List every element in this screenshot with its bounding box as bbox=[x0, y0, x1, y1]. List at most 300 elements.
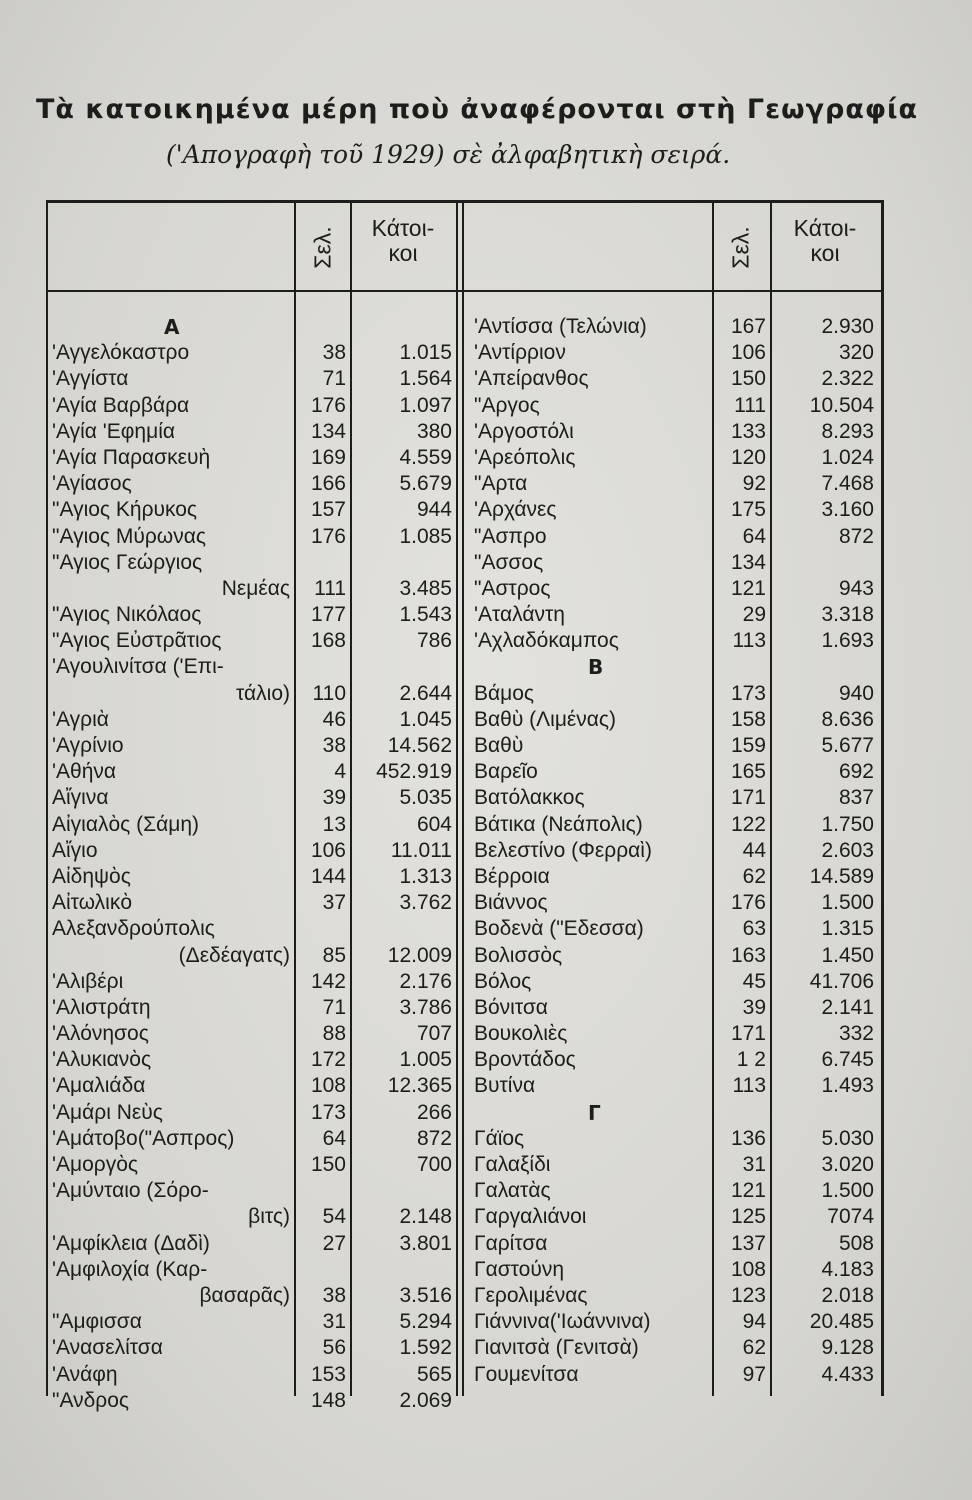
table-row bbox=[52, 890, 458, 916]
table-row bbox=[52, 340, 458, 366]
place-name: Βολισσὸς bbox=[474, 943, 563, 967]
left-inhabitants-header: Κάτοι- κοι bbox=[371, 215, 435, 266]
page-number: 108 bbox=[310, 1074, 346, 1098]
table-row bbox=[474, 838, 880, 864]
page-number: 136 bbox=[730, 1126, 766, 1150]
place-name: Βάμος bbox=[474, 681, 535, 705]
table-row bbox=[52, 1204, 458, 1230]
page-number: 39 bbox=[322, 786, 346, 810]
place-name: Βυτίνα bbox=[474, 1074, 536, 1098]
right-inhabitants-header: Κάτοι- κοι bbox=[793, 215, 857, 266]
table-row bbox=[52, 785, 458, 811]
inhabitants-count: 10.504 bbox=[809, 393, 874, 417]
place-name: 'Αγία 'Εφημία bbox=[52, 419, 175, 443]
page-number: 121 bbox=[730, 1179, 766, 1203]
place-name: (Δεδέαγατς) bbox=[178, 943, 290, 967]
table-row bbox=[474, 1021, 880, 1047]
inhabitants-count: 2.644 bbox=[399, 681, 452, 705]
page-number: 113 bbox=[732, 629, 766, 653]
inhabitants-count: 14.562 bbox=[387, 734, 452, 757]
table-row bbox=[52, 524, 458, 550]
section-letter bbox=[474, 1100, 880, 1126]
page-number: 171 bbox=[730, 786, 766, 810]
page-number: 88 bbox=[322, 1022, 346, 1046]
page-number: 169 bbox=[310, 445, 346, 469]
place-name: 'Αγία Παρασκευὴ bbox=[52, 445, 211, 469]
table-row bbox=[52, 812, 458, 838]
inhabitants-count: 4.433 bbox=[821, 1362, 874, 1386]
table-row bbox=[474, 419, 880, 445]
inhabitants-count: 3.020 bbox=[821, 1153, 874, 1176]
page-number: 176 bbox=[310, 524, 346, 548]
page-number: 71 bbox=[322, 995, 346, 1019]
inhabitants-count: 20.485 bbox=[809, 1310, 874, 1334]
table-row bbox=[474, 1257, 880, 1283]
table-row bbox=[474, 759, 880, 785]
inhabitants-count: 7.468 bbox=[821, 472, 874, 496]
place-name: Βοδενὰ ("Εδεσσα) bbox=[474, 917, 644, 941]
place-name: 'Αγίασος bbox=[52, 472, 132, 496]
page-number: 38 bbox=[322, 1283, 346, 1307]
page-number: 172 bbox=[310, 1048, 346, 1072]
page-number: 173 bbox=[730, 681, 766, 705]
inhabitants-count: 320 bbox=[838, 341, 874, 365]
place-name: 'Αλόνησος bbox=[52, 1022, 149, 1046]
inhabitants-count: 5.030 bbox=[821, 1126, 874, 1150]
inhabitants-count: 786 bbox=[416, 629, 452, 653]
section-letter bbox=[52, 314, 458, 340]
inhabitants-count: 2.069 bbox=[399, 1388, 452, 1412]
table-row bbox=[52, 1362, 458, 1388]
page-number: 133 bbox=[730, 419, 766, 443]
table-row bbox=[52, 393, 458, 419]
table-row bbox=[52, 654, 458, 680]
place-name: 'Αγγίστα bbox=[52, 367, 129, 391]
table-row bbox=[52, 995, 458, 1021]
place-name: Βόνιτσα bbox=[474, 995, 548, 1019]
place-name: 'Ανάφη bbox=[52, 1362, 118, 1386]
inhabitants-count: 1.450 bbox=[821, 943, 874, 967]
inhabitants-count: 837 bbox=[838, 786, 874, 810]
page-number: 177 bbox=[310, 603, 346, 627]
place-name: Γάϊος bbox=[474, 1126, 525, 1150]
page-number: 106 bbox=[730, 341, 766, 365]
page-number: 158 bbox=[730, 707, 766, 731]
left-column bbox=[52, 314, 458, 1414]
page-number: 62 bbox=[742, 864, 766, 888]
table-row bbox=[52, 419, 458, 445]
page-number: 94 bbox=[742, 1310, 766, 1334]
place-name: 'Αμάρι Νεὺς bbox=[52, 1100, 163, 1124]
place-name: 'Αγία Βαρβάρα bbox=[52, 393, 190, 417]
place-name: "Αστρος bbox=[474, 576, 551, 600]
page-number: 121 bbox=[730, 576, 766, 600]
table-row bbox=[52, 838, 458, 864]
place-name: Γερολιμένας bbox=[474, 1283, 588, 1307]
table-row bbox=[474, 1309, 880, 1335]
place-name: 'Απείρανθος bbox=[474, 367, 589, 391]
middle-divider-b bbox=[462, 200, 464, 1396]
table-row bbox=[474, 812, 880, 838]
page-number: 163 bbox=[730, 943, 766, 967]
page-number: 175 bbox=[730, 498, 766, 522]
inhabitants-count: 332 bbox=[838, 1022, 874, 1046]
place-name: "Αρτα bbox=[474, 472, 528, 496]
right-column bbox=[474, 314, 880, 1388]
page-number: 38 bbox=[322, 734, 346, 757]
table-row bbox=[474, 497, 880, 523]
inhabitants-count: 452.919 bbox=[376, 760, 452, 784]
place-name: Γαρίτσα bbox=[474, 1231, 548, 1255]
page-number: 44 bbox=[742, 838, 766, 862]
section-letter-label: Γ bbox=[588, 1100, 601, 1125]
table-row bbox=[474, 1152, 880, 1178]
page-number: 153 bbox=[310, 1362, 346, 1386]
inhabitants-count: 604 bbox=[416, 812, 452, 836]
table-row bbox=[52, 759, 458, 785]
inhabitants-count: 3.786 bbox=[399, 995, 452, 1019]
inhabitants-count: 1.592 bbox=[399, 1336, 452, 1360]
inhabitants-count: 5.294 bbox=[399, 1310, 452, 1334]
place-name: 'Αμοργὸς bbox=[52, 1153, 139, 1176]
table-row bbox=[474, 314, 880, 340]
page-number: 1 2 bbox=[736, 1048, 766, 1072]
table-row bbox=[474, 1231, 880, 1257]
page-number: 62 bbox=[742, 1336, 766, 1360]
place-name: Αἴγιο bbox=[52, 838, 98, 862]
place-name: "Αμφισσα bbox=[52, 1310, 142, 1334]
page-number: 120 bbox=[730, 445, 766, 469]
inhabitants-count: 12.009 bbox=[387, 943, 452, 967]
page-number: 64 bbox=[322, 1126, 346, 1150]
place-name: "Ασπρο bbox=[474, 524, 547, 548]
page-number: 148 bbox=[310, 1388, 346, 1412]
right-page-header: Σελ. bbox=[727, 226, 754, 269]
table-row bbox=[52, 1178, 458, 1204]
page-number: 4 bbox=[334, 760, 346, 784]
page-number: 165 bbox=[730, 760, 766, 784]
inhabitants-count: 1.315 bbox=[821, 917, 874, 941]
place-name: τάλιο) bbox=[236, 681, 290, 705]
header-rule bbox=[46, 290, 884, 292]
place-name: Αἴγινα bbox=[52, 786, 109, 810]
table-row bbox=[52, 1126, 458, 1152]
page-number: 108 bbox=[730, 1257, 766, 1281]
table-row bbox=[52, 497, 458, 523]
page-number: 123 bbox=[730, 1283, 766, 1307]
table-row bbox=[52, 1073, 458, 1099]
table-row bbox=[52, 681, 458, 707]
page-title: Τὰ κατοικημένα μέρη ποὺ ἀναφέρονται στὴ Γεωγραφία bbox=[36, 94, 919, 125]
inhabitants-count: 2.176 bbox=[399, 969, 452, 993]
inhabitants-count: 6.745 bbox=[821, 1048, 874, 1072]
table-row bbox=[474, 366, 880, 392]
page-number: 134 bbox=[730, 550, 766, 574]
place-name: 'Αλιβέρι bbox=[52, 969, 124, 993]
table-row bbox=[52, 445, 458, 471]
table-row bbox=[474, 1283, 880, 1309]
page-number: 37 bbox=[322, 891, 346, 915]
page-number: 106 bbox=[310, 838, 346, 862]
inhabitants-count: 1.005 bbox=[399, 1048, 452, 1072]
inhabitants-count: 5.035 bbox=[399, 786, 452, 810]
page-number: 159 bbox=[730, 734, 766, 757]
inhabitants-count: 1.750 bbox=[821, 812, 874, 836]
page-number: 85 bbox=[322, 943, 346, 967]
place-name: 'Αμφιλοχία (Καρ- bbox=[52, 1257, 208, 1281]
inhabitants-count: 3.516 bbox=[399, 1283, 452, 1307]
place-name: 'Αργοστόλι bbox=[474, 419, 574, 443]
place-name: Αἰδηψὸς bbox=[52, 864, 131, 888]
place-name: "Αγιος Νικόλαος bbox=[52, 603, 202, 627]
page-number: 122 bbox=[730, 812, 766, 836]
place-name: Βέρροια bbox=[474, 864, 550, 888]
place-name: 'Αταλάντη bbox=[474, 603, 565, 627]
page-number: 176 bbox=[730, 891, 766, 915]
page-number: 157 bbox=[310, 498, 346, 522]
place-name: "Ανδρος bbox=[52, 1388, 130, 1412]
place-name: Γουμενίτσα bbox=[474, 1362, 579, 1386]
inhabitants-count: 14.589 bbox=[809, 864, 874, 888]
place-name: Αἰτωλικὸ bbox=[52, 891, 133, 915]
section-letter bbox=[474, 654, 880, 680]
page-number: 176 bbox=[310, 393, 346, 417]
table-row bbox=[52, 1100, 458, 1126]
place-name: Βαρεῖο bbox=[474, 760, 538, 784]
inhabitants-count: 9.128 bbox=[821, 1336, 874, 1360]
page-number: 97 bbox=[742, 1362, 766, 1386]
place-name: "Αγιος Γεώργιος bbox=[52, 550, 203, 574]
table-row bbox=[52, 628, 458, 654]
place-name: 'Αχλαδόκαμπος bbox=[474, 629, 619, 653]
page-number: 134 bbox=[310, 419, 346, 443]
inhabitants-count: 3.801 bbox=[399, 1231, 452, 1255]
place-name: 'Αγριὰ bbox=[52, 707, 109, 731]
page-number: 56 bbox=[322, 1336, 346, 1360]
place-name: 'Αντίσσα (Τελώνια) bbox=[474, 315, 647, 338]
inhabitants-count: 1.045 bbox=[399, 707, 452, 731]
inhabitants-count: 1.024 bbox=[821, 445, 874, 469]
inhabitants-count: 940 bbox=[838, 681, 874, 705]
table-row bbox=[474, 602, 880, 628]
place-name: βασαρᾶς) bbox=[199, 1283, 290, 1307]
table-row bbox=[474, 733, 880, 759]
table-row bbox=[474, 1204, 880, 1230]
table-row bbox=[474, 550, 880, 576]
inhabitants-count: 565 bbox=[416, 1362, 452, 1386]
page-number: 113 bbox=[732, 1074, 766, 1098]
inhabitants-count: 3.160 bbox=[821, 498, 874, 522]
table-row bbox=[52, 943, 458, 969]
page-subtitle: ('Απογραφὴ τοῦ 1929) σὲ ἀλφαβητικὴ σειρά. bbox=[166, 140, 731, 169]
place-name: 'Αθήνα bbox=[52, 760, 117, 784]
place-name: 'Αρχάνες bbox=[474, 498, 557, 522]
page-number: 150 bbox=[310, 1153, 346, 1176]
inhabitants-count: 7074 bbox=[827, 1205, 874, 1229]
table-row bbox=[52, 969, 458, 995]
table-row bbox=[52, 1335, 458, 1361]
place-name: 'Αγουλινίτσα ('Επι- bbox=[52, 655, 224, 679]
page-number: 144 bbox=[310, 864, 346, 888]
page-number: 38 bbox=[322, 341, 346, 365]
table-row bbox=[52, 471, 458, 497]
inhabitants-count: 508 bbox=[838, 1231, 874, 1255]
table-row bbox=[474, 1335, 880, 1361]
inhabitants-count: 2.930 bbox=[821, 315, 874, 338]
table-row bbox=[474, 1178, 880, 1204]
inhabitants-count: 1.500 bbox=[821, 891, 874, 915]
inhabitants-count: 41.706 bbox=[809, 969, 874, 993]
page-number: 166 bbox=[310, 472, 346, 496]
place-name: Γιάννινα('Ιωάννινα) bbox=[474, 1310, 651, 1334]
page-number: 71 bbox=[322, 367, 346, 391]
place-name: 'Αμύνταιο (Σόρο- bbox=[52, 1179, 209, 1203]
place-name: Γιανιτσὰ (Γενιτσὰ) bbox=[474, 1336, 639, 1360]
inhabitants-count: 266 bbox=[416, 1100, 452, 1124]
place-name: 'Αγγελόκαστρο bbox=[52, 341, 190, 365]
table-row bbox=[52, 1231, 458, 1257]
page-number: 173 bbox=[310, 1100, 346, 1124]
inhabitants-count: 1.493 bbox=[821, 1074, 874, 1098]
table-row bbox=[474, 445, 880, 471]
section-letter-label: Α bbox=[164, 315, 180, 339]
place-name: 'Αμάτοβο("Ασπρος) bbox=[52, 1126, 235, 1150]
table-row bbox=[474, 916, 880, 942]
page-number: 111 bbox=[314, 576, 346, 600]
place-name: 'Αλιστράτη bbox=[52, 995, 151, 1019]
table-row bbox=[52, 1309, 458, 1335]
inhabitants-count: 3.485 bbox=[399, 576, 452, 600]
inhabitants-count: 1.015 bbox=[399, 341, 452, 365]
place-name: Νεμέας bbox=[221, 576, 290, 600]
place-name: Γαργαλιάνοι bbox=[474, 1205, 587, 1229]
table-row bbox=[474, 576, 880, 602]
table-row bbox=[474, 1047, 880, 1073]
page-number: 39 bbox=[742, 995, 766, 1019]
place-name: Βελεστίνο (Φερραὶ) bbox=[474, 838, 652, 862]
place-name: Αἰγιαλὸς (Σάμη) bbox=[52, 812, 199, 836]
table-row bbox=[474, 707, 880, 733]
inhabitants-count: 707 bbox=[416, 1022, 452, 1046]
table-row bbox=[52, 733, 458, 759]
table-row bbox=[474, 995, 880, 1021]
page-number: 167 bbox=[730, 315, 766, 338]
page-number: 31 bbox=[322, 1310, 346, 1334]
inhabitants-count: 4.559 bbox=[399, 445, 452, 469]
place-name: Βατόλακκος bbox=[474, 786, 585, 810]
table-row bbox=[474, 393, 880, 419]
place-name: 'Αντίρριον bbox=[474, 341, 566, 365]
inhabitants-count: 700 bbox=[416, 1153, 452, 1176]
table-row bbox=[474, 969, 880, 995]
place-name: Βροντάδος bbox=[474, 1048, 576, 1072]
table-row bbox=[52, 707, 458, 733]
inhabitants-count: 3.762 bbox=[399, 891, 452, 915]
inhabitants-count: 1.693 bbox=[821, 629, 874, 653]
place-name: Βιάννος bbox=[474, 891, 548, 915]
page-number: 168 bbox=[310, 629, 346, 653]
place-name: Γαστούνη bbox=[474, 1257, 565, 1281]
table-row bbox=[474, 890, 880, 916]
table-row bbox=[474, 524, 880, 550]
page-number: 31 bbox=[742, 1153, 766, 1176]
table-row bbox=[52, 550, 458, 576]
page-number: 111 bbox=[734, 393, 766, 417]
table-row bbox=[52, 1283, 458, 1309]
place-name: 'Αγρίνιο bbox=[52, 734, 124, 757]
table-row bbox=[52, 576, 458, 602]
page-number: 63 bbox=[742, 917, 766, 941]
place-name: "Αγιος Κήρυκος bbox=[52, 498, 198, 522]
inhabitants-count: 2.018 bbox=[821, 1283, 874, 1307]
place-name: "Αργος bbox=[474, 393, 540, 417]
page-number: 92 bbox=[742, 472, 766, 496]
page-number: 29 bbox=[742, 603, 766, 627]
table-row bbox=[52, 1021, 458, 1047]
inhabitants-count: 5.679 bbox=[399, 472, 452, 496]
inhabitants-count: 872 bbox=[838, 524, 874, 548]
table-row bbox=[52, 1152, 458, 1178]
inhabitants-count: 1.543 bbox=[399, 603, 452, 627]
table-row bbox=[474, 785, 880, 811]
inhabitants-count: 380 bbox=[416, 419, 452, 443]
table-row bbox=[52, 366, 458, 392]
inhabitants-count: 2.141 bbox=[821, 995, 874, 1019]
inhabitants-count: 2.603 bbox=[821, 838, 874, 862]
page-number: 54 bbox=[322, 1205, 346, 1229]
inhabitants-count: 872 bbox=[416, 1126, 452, 1150]
table-row bbox=[52, 1047, 458, 1073]
table-row bbox=[474, 681, 880, 707]
inhabitants-count: 11.011 bbox=[390, 838, 452, 862]
inhabitants-count: 1.500 bbox=[821, 1179, 874, 1203]
page-number: 46 bbox=[322, 707, 346, 731]
place-name: "Αγιος Εὐστρᾶτιος bbox=[52, 629, 222, 653]
place-name: Αλεξανδρούπολις bbox=[52, 917, 215, 941]
table-row bbox=[52, 1388, 458, 1414]
place-name: 'Αλυκιανὸς bbox=[52, 1048, 152, 1072]
place-name: Βόλος bbox=[474, 969, 532, 993]
table-row bbox=[52, 1257, 458, 1283]
inhabitants-count: 692 bbox=[838, 760, 874, 784]
inhabitants-count: 2.148 bbox=[399, 1205, 452, 1229]
page-number: 110 bbox=[312, 681, 346, 705]
left-page-header: Σελ. bbox=[309, 226, 336, 269]
table-row bbox=[474, 1073, 880, 1099]
table-row bbox=[52, 864, 458, 890]
page-number: 150 bbox=[730, 367, 766, 391]
place-name: Γαλαξίδι bbox=[474, 1153, 551, 1176]
place-name: Βαθὺ (Λιμένας) bbox=[474, 707, 617, 731]
inhabitants-count: 1.085 bbox=[399, 524, 452, 548]
page-number: 171 bbox=[730, 1022, 766, 1046]
inhabitants-count: 1.313 bbox=[399, 864, 452, 888]
table-row bbox=[474, 1126, 880, 1152]
place-name: 'Αμφίκλεια (Δαδὶ) bbox=[52, 1231, 210, 1255]
table-row bbox=[52, 602, 458, 628]
page-number: 13 bbox=[322, 812, 346, 836]
place-name: "Ασσος bbox=[474, 550, 544, 574]
table-row bbox=[474, 943, 880, 969]
place-name: βιτς) bbox=[248, 1205, 290, 1229]
top-rule bbox=[46, 200, 884, 203]
inhabitants-count: 1.564 bbox=[399, 367, 452, 391]
page-number: 137 bbox=[730, 1231, 766, 1255]
right-border bbox=[881, 200, 884, 1396]
table-row bbox=[474, 340, 880, 366]
left-border bbox=[46, 200, 48, 1396]
inhabitants-count: 1.097 bbox=[399, 393, 452, 417]
